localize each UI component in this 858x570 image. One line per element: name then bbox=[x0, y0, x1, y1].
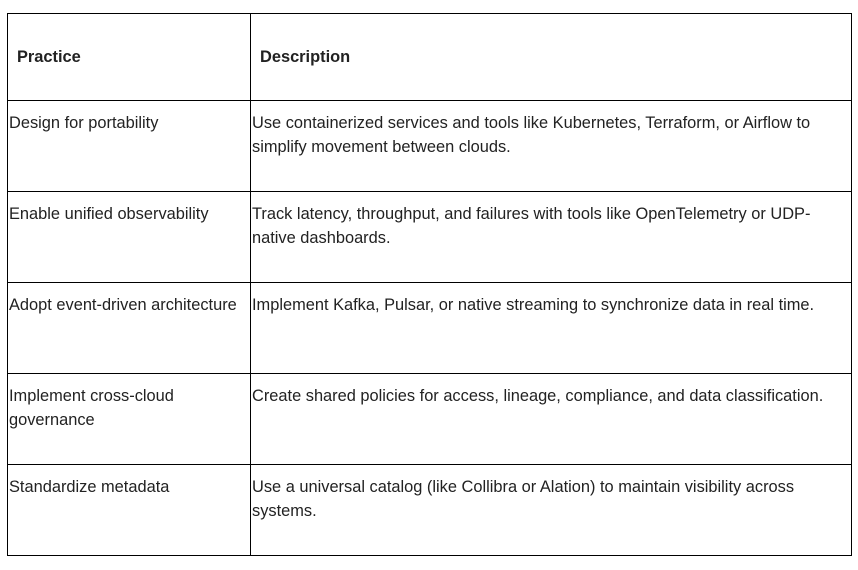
header-description: Description bbox=[251, 14, 852, 101]
table-header-row bbox=[8, 14, 852, 101]
table-row bbox=[8, 283, 852, 374]
practice-cell: Adopt event-driven architecture bbox=[8, 283, 251, 374]
header-practice: Practice bbox=[8, 14, 251, 101]
practice-cell: Enable unified observability bbox=[8, 192, 251, 283]
description-cell: Create shared policies for access, lineage, compliance, and data classification. bbox=[251, 374, 852, 465]
practice-cell: Design for portability bbox=[8, 101, 251, 192]
table-row bbox=[8, 374, 852, 465]
table-row bbox=[8, 465, 852, 556]
table-row bbox=[8, 101, 852, 192]
practice-cell: Implement cross-cloud governance bbox=[8, 374, 251, 465]
description-cell: Implement Kafka, Pulsar, or native streaming to synchronize data in real time. bbox=[251, 283, 852, 374]
description-cell: Use a universal catalog (like Collibra or Alation) to maintain visibility across systems. bbox=[251, 465, 852, 556]
practices-table bbox=[7, 13, 852, 556]
practice-cell: Standardize metadata bbox=[8, 465, 251, 556]
table-row bbox=[8, 192, 852, 283]
description-cell: Track latency, throughput, and failures with tools like OpenTelemetry or UDP-native dashboards. bbox=[251, 192, 852, 283]
description-cell: Use containerized services and tools like Kubernetes, Terraform, or Airflow to simplify movement between clouds. bbox=[251, 101, 852, 192]
